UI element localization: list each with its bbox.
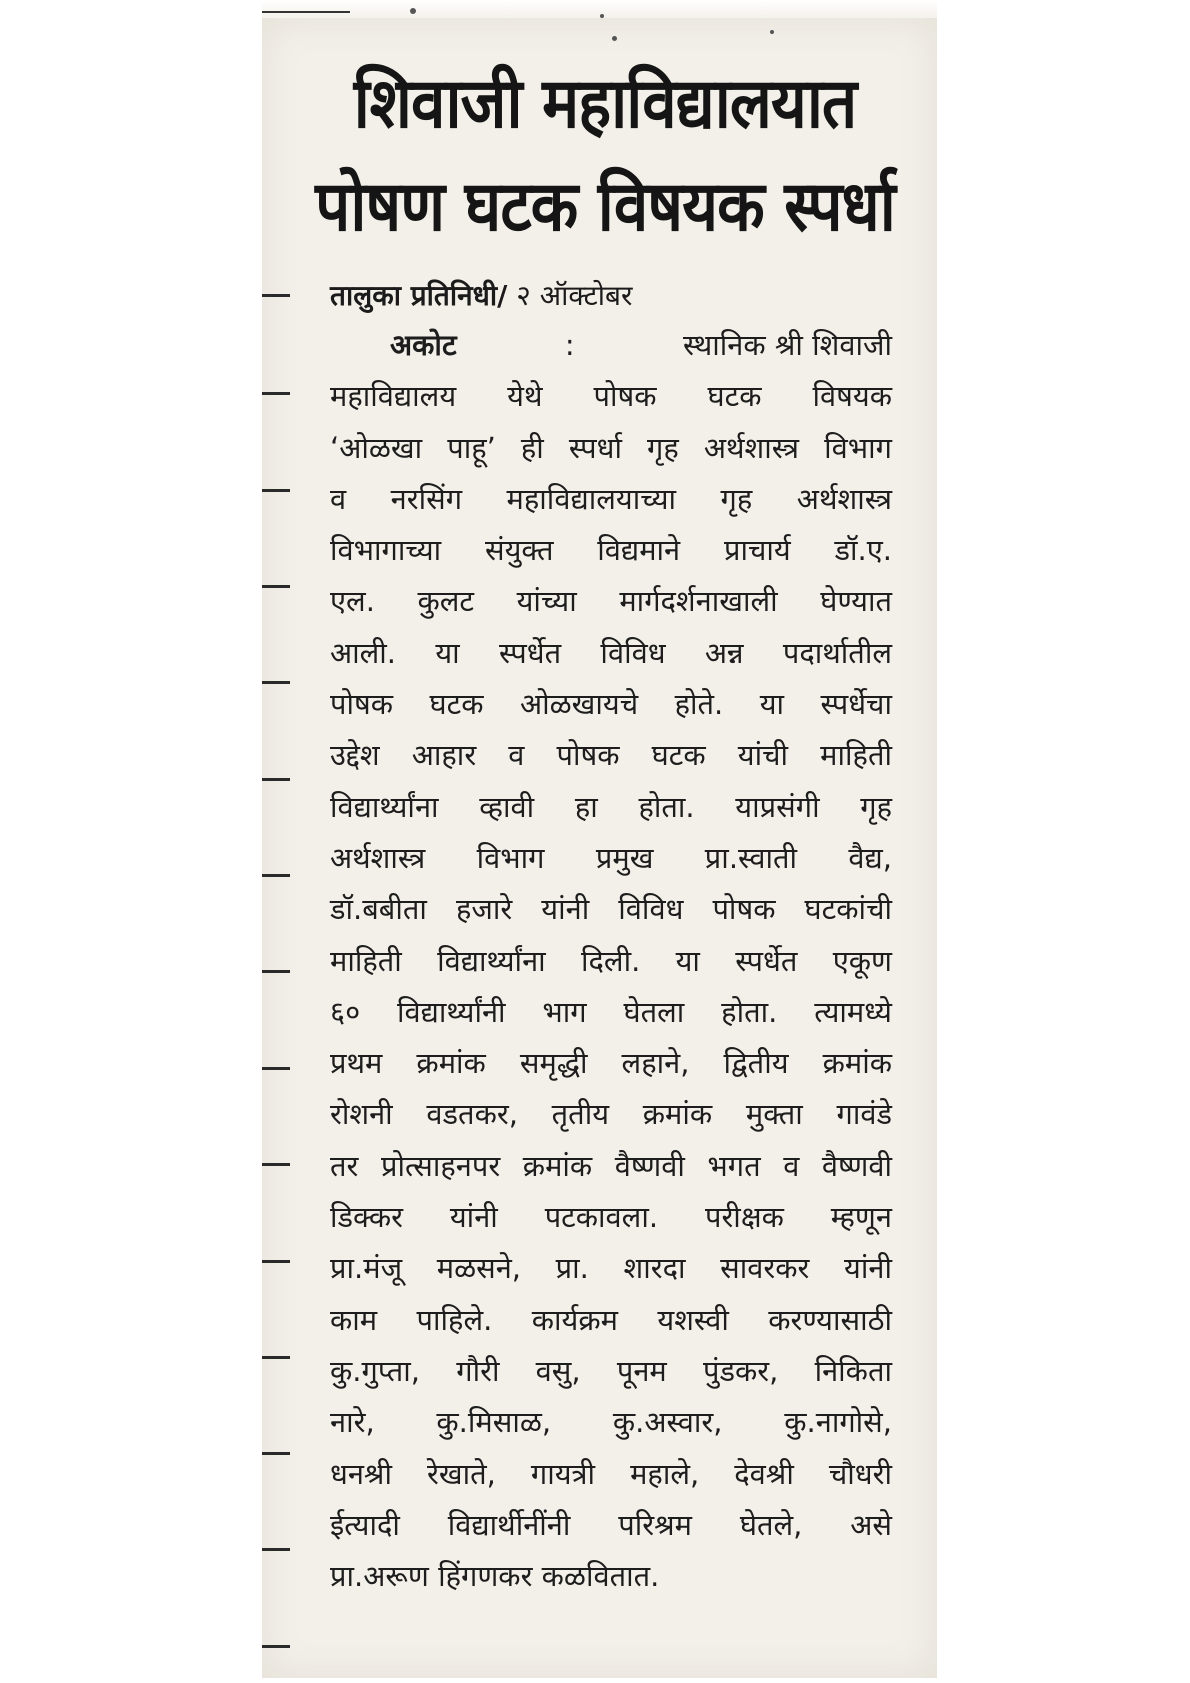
article-line bbox=[330, 1551, 892, 1602]
article-line-text: अर्थशास्त्र विभाग प्रमुख प्रा.स्वाती वैद्य, bbox=[330, 840, 892, 875]
article-line bbox=[330, 1243, 892, 1294]
article-line bbox=[330, 371, 892, 422]
reporter-label: तालुका प्रतिनिधी/ bbox=[330, 279, 508, 312]
headline-line-2: पोषण घटक विषयक स्पर्धा bbox=[315, 165, 895, 247]
article-line-text: विद्यार्थ्यांना व्हावी हा होता. याप्रसंगी गृह bbox=[330, 789, 892, 824]
lead-line bbox=[330, 320, 892, 371]
article-line bbox=[330, 1397, 892, 1448]
article-body bbox=[330, 320, 892, 1602]
print-speck bbox=[612, 36, 617, 41]
article-line-text: डॉ.बबीता हजारे यांनी विविध पोषक घटकांची bbox=[330, 892, 892, 927]
article-line-text: नारे, कु.मिसाळ, कु.अस्वार, कु.नागोसे, bbox=[330, 1405, 892, 1440]
article-line-text: प्रा.अरूण हिंगणकर कळवितात. bbox=[330, 1559, 660, 1594]
article-line bbox=[330, 576, 892, 627]
article-line bbox=[330, 1346, 892, 1397]
margin-tick bbox=[262, 392, 290, 395]
margin-tick bbox=[262, 294, 290, 297]
article-line bbox=[330, 474, 892, 525]
article-line bbox=[330, 987, 892, 1038]
column-rule bbox=[262, 11, 350, 13]
article-line-text: विभागाच्या संयुक्त विद्यमाने प्राचार्य डॉ.ए. bbox=[330, 533, 892, 568]
margin-tick bbox=[262, 874, 290, 877]
lead-separator: : bbox=[564, 328, 575, 362]
margin-tick bbox=[262, 585, 290, 588]
dateline-place: अकोट bbox=[390, 328, 457, 362]
article-line bbox=[330, 628, 892, 679]
margin-tick bbox=[262, 1645, 290, 1648]
article-line bbox=[330, 1038, 892, 1089]
article-line-text: व नरसिंग महाविद्यालयाच्या गृह अर्थशास्त्र bbox=[330, 481, 892, 516]
headline bbox=[300, 52, 910, 258]
article-date: २ ऑक्टोबर bbox=[516, 279, 633, 312]
article-line bbox=[330, 1192, 892, 1243]
article-line bbox=[330, 679, 892, 730]
margin-tick bbox=[262, 1260, 290, 1263]
margin-tick bbox=[262, 489, 290, 492]
margin-tick bbox=[262, 1548, 290, 1551]
dateline bbox=[330, 276, 632, 314]
margin-tick bbox=[262, 778, 290, 781]
article-line bbox=[330, 833, 892, 884]
lead-text: स्थानिक श्री शिवाजी bbox=[683, 328, 892, 362]
article-line bbox=[330, 884, 892, 935]
article-line-text: एल. कुलट यांच्या मार्गदर्शनाखाली घेण्यात bbox=[330, 584, 892, 619]
margin-tick bbox=[262, 1356, 290, 1359]
margin-tick bbox=[262, 970, 290, 973]
article-line-text: रोशनी वडतकर, तृतीय क्रमांक मुक्ता गावंडे bbox=[330, 1097, 892, 1132]
headline-line-1: शिवाजी महाविद्यालयात bbox=[353, 62, 857, 144]
margin-tick bbox=[262, 681, 290, 684]
article-line-text: कु.गुप्ता, गौरी वसु, पूनम पुंडकर, निकिता bbox=[330, 1353, 892, 1388]
article-line bbox=[330, 1500, 892, 1551]
article-line-text: धनश्री रेखाते, गायत्री महाले, देवश्री चौधरी bbox=[330, 1456, 892, 1491]
article-line bbox=[330, 1089, 892, 1140]
article-line-text: ‘ओळखा पाहू’ ही स्पर्धा गृह अर्थशास्त्र विभाग bbox=[330, 430, 892, 465]
article-line bbox=[330, 1295, 892, 1346]
article-line-text: माहिती विद्यार्थ्यांना दिली. या स्पर्धेत एकूण bbox=[330, 943, 892, 978]
article-line-text: महाविद्यालय येथे पोषक घटक विषयक bbox=[330, 379, 892, 414]
article-line bbox=[330, 1141, 892, 1192]
article-line bbox=[330, 423, 892, 474]
article-line-text: तर प्रोत्साहनपर क्रमांक वैष्णवी भगत व वैष्णवी bbox=[330, 1148, 892, 1183]
article-line-text: ६० विद्यार्थ्यांनी भाग घेतला होता. त्यामध्ये bbox=[330, 994, 892, 1029]
article-line-text: प्रा.मंजू मळसने, प्रा. शारदा सावरकर यांनी bbox=[330, 1251, 892, 1286]
article-line-text: आली. या स्पर्धेत विविध अन्न पदार्थातील bbox=[330, 635, 892, 670]
margin-tick bbox=[262, 1452, 290, 1455]
article-line bbox=[330, 1449, 892, 1500]
article-line-text: डिक्कर यांनी पटकावला. परीक्षक म्हणून bbox=[330, 1200, 892, 1235]
article-line bbox=[330, 936, 892, 987]
article-line bbox=[330, 782, 892, 833]
print-speck bbox=[410, 8, 416, 14]
print-speck bbox=[600, 14, 604, 18]
article-line-text: उद्देश आहार व पोषक घटक यांची माहिती bbox=[330, 738, 892, 773]
article-line bbox=[330, 525, 892, 576]
margin-tick bbox=[262, 1067, 290, 1070]
article-line-text: पोषक घटक ओळखायचे होते. या स्पर्धेचा bbox=[330, 687, 892, 722]
article-line-text: ईत्यादी विद्यार्थीनींनी परिश्रम घेतले, असे bbox=[330, 1507, 892, 1542]
article-line-text: काम पाहिले. कार्यक्रम यशस्वी करण्यासाठी bbox=[330, 1302, 892, 1337]
margin-tick bbox=[262, 1163, 290, 1166]
article-line-text: प्रथम क्रमांक समृद्धी लहाने, द्वितीय क्रमांक bbox=[330, 1046, 892, 1081]
article-line bbox=[330, 730, 892, 781]
print-speck bbox=[770, 30, 774, 34]
